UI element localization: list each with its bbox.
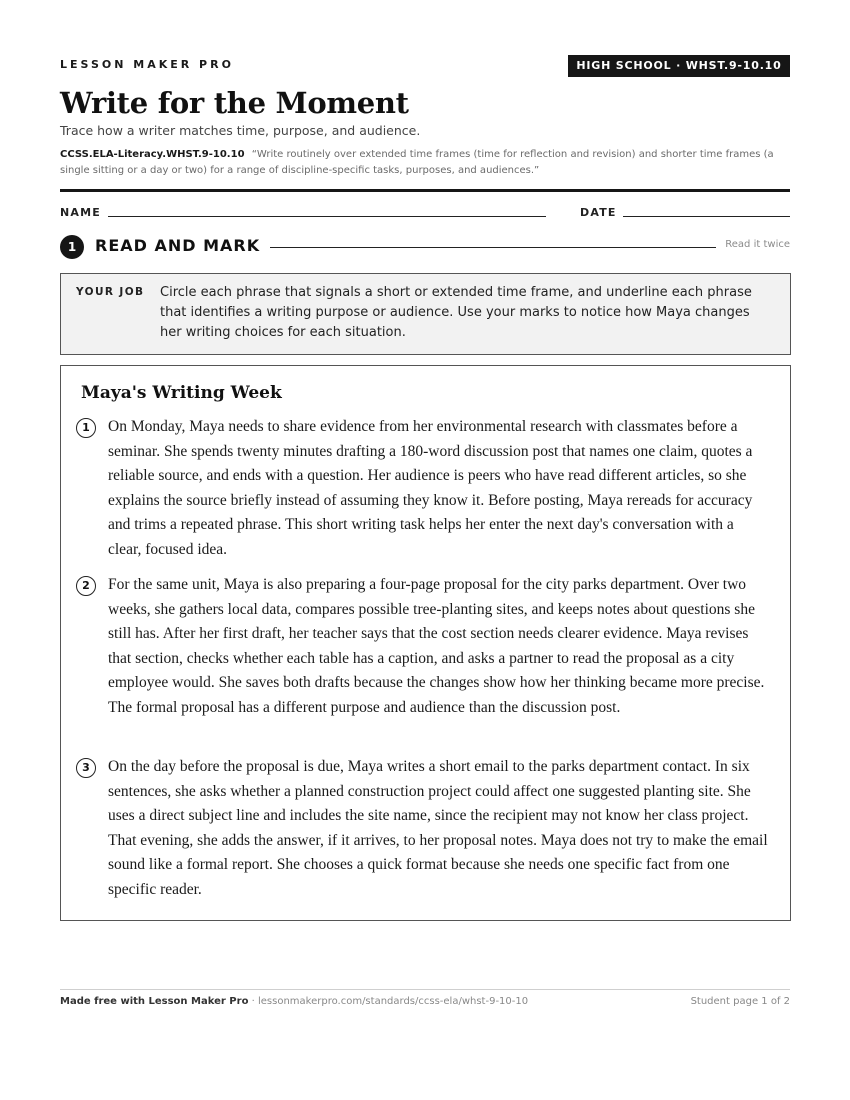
paragraph-2: For the same unit, Maya is also preparing a four-page proposal for the city parks department. Over two weeks, she gathers local data, compares possible tree-planting sites, and keeps notes about questions she still has. After her first draft, her teacher says that the cost section needs clearer evidence. Maya revises that section, checks whether each table has a caption, and asks a partner to read the proposal as a city employee would. She saves both drafts because the changes show how her thinking became more precise. The formal proposal has a different purpose and audience than the discussion post. <box>108 576 765 716</box>
footer-made-with: Made free with Lesson Maker Pro <box>60 996 249 1007</box>
instructions-box <box>60 273 791 355</box>
footer-url[interactable]: · lessonmakerpro.com/standards/ccss-ela/whst-9-10-10 <box>248 996 529 1007</box>
section-divider <box>270 247 716 248</box>
instructions-label: YOUR JOB <box>76 286 145 298</box>
section-number-badge: 1 <box>60 235 84 259</box>
name-field[interactable] <box>108 216 546 217</box>
passage-title: Maya's Writing Week <box>81 383 282 403</box>
paragraph-number-3: 3 <box>76 758 96 778</box>
standard-code: CCSS.ELA-Literacy.WHST.9-10.10 <box>60 149 245 160</box>
paragraph-3: On the day before the proposal is due, Maya writes a short email to the parks department contact. In six sentences, she asks whether a planned construction project could affect one suggested planting site. She uses a direct subject line and includes the site name, since the recipient may not know her class project. That evening, she adds the answer, if it arrives, to her proposal notes. Maya does not try to make the email sound like a formal report. She chooses a quick format because she needs one specific fact from one specific reader. <box>108 758 768 898</box>
header-divider <box>60 189 790 192</box>
page-subtitle: Trace how a writer matches time, purpose, and audience. <box>60 123 421 138</box>
brand-name: LESSON MAKER PRO <box>60 58 234 71</box>
reading-passage <box>60 365 791 921</box>
standard-quote: “Write routinely over extended time frames (time for reflection and revision) and shorter time frames (a single sitting or a day or two) for a range of discipline-specific tasks, purposes, and audiences.” <box>60 149 774 176</box>
footer-credit <box>60 996 528 1007</box>
standard-description <box>60 147 790 179</box>
date-field[interactable] <box>623 216 790 217</box>
footer-divider <box>60 989 790 990</box>
name-label: NAME <box>60 206 101 219</box>
page-indicator: Student page 1 of 2 <box>690 996 790 1007</box>
page-title: Write for the Moment <box>60 86 409 120</box>
paragraph-number-2: 2 <box>76 576 96 596</box>
section-title: READ AND MARK <box>95 236 261 255</box>
paragraph-1: On Monday, Maya needs to share evidence from her environmental research with classmates before a seminar. She spends twenty minutes drafting a 180-word discussion post that names one claim, quotes a reliable source, and ends with a question. Her audience is peers who have read different articles, so she explains the source briefly instead of assuming they know it. Before posting, Maya rereads for accuracy and trims a repeated phrase. This short writing task helps her enter the next day's conversation with a clear, focused idea. <box>108 418 753 558</box>
instructions-text: Circle each phrase that signals a short or extended time frame, and underline each phrase that identifies a writing purpose or audience. Use your marks to notice how Maya changes her writing choices for each situation. <box>160 285 752 340</box>
paragraph-number-1: 1 <box>76 418 96 438</box>
grade-level-badge: HIGH SCHOOL · WHST.9-10.10 <box>568 55 790 77</box>
section-note: Read it twice <box>725 239 790 250</box>
date-label: DATE <box>580 206 617 219</box>
